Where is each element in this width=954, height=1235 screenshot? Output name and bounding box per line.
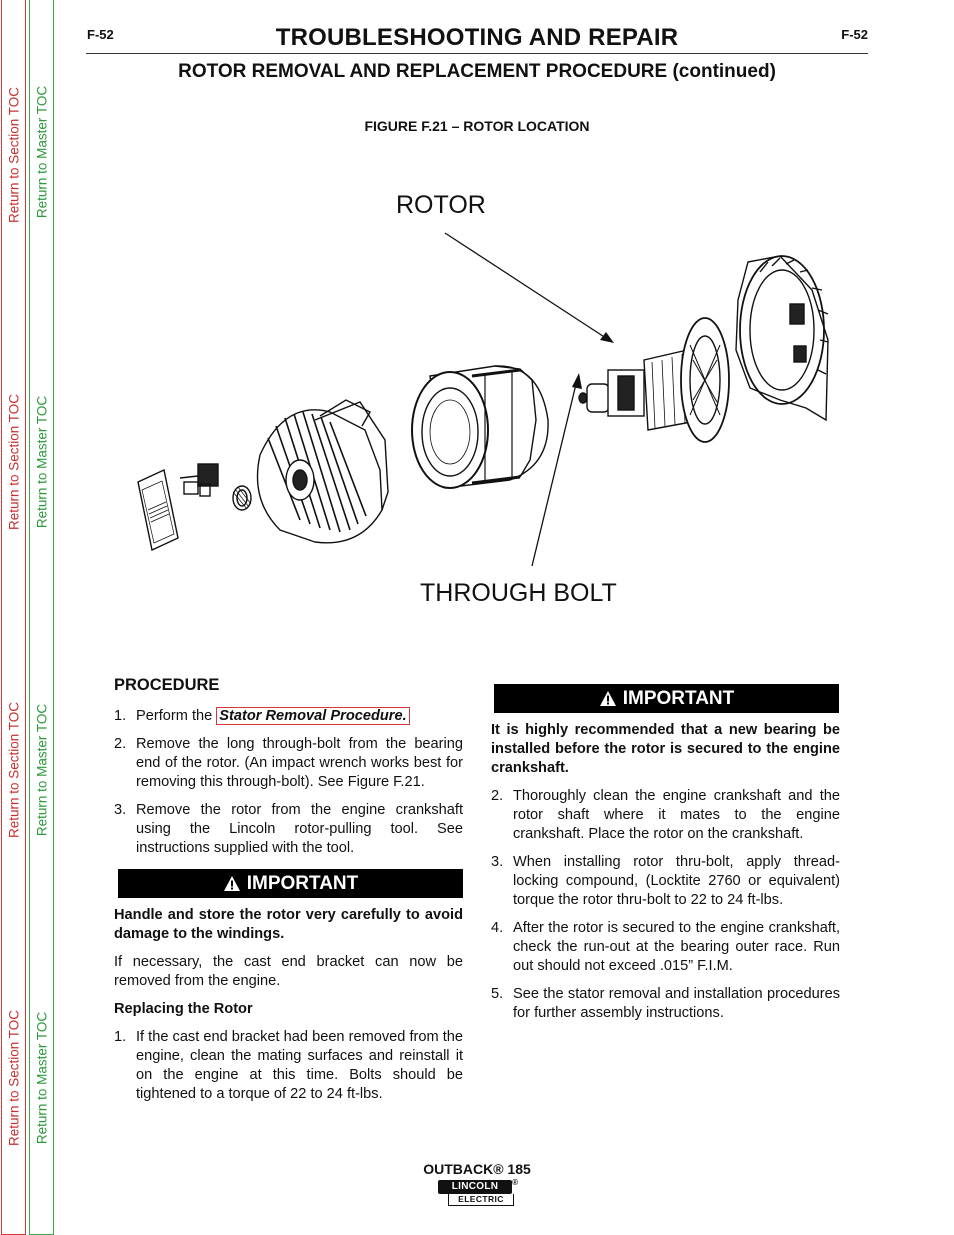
- stator-drawing: [412, 366, 548, 488]
- return-to-section-toc-link[interactable]: Return to Section TOC: [6, 393, 21, 531]
- master-toc-sidebar: [29, 0, 54, 1235]
- install-step-2-text: Thoroughly clean the engine crankshaft and the rotor shaft where it mates to the engine crankshaft. Place the rotor on the crankshaft.: [513, 788, 840, 842]
- figure-caption: FIGURE F.21 – ROTOR LOCATION: [364, 118, 590, 134]
- install-step-2: 2. Thoroughly clean the engine crankshaft and the rotor shaft where it mates to the engine crankshaft. Place the rotor on the crankshaft.: [491, 788, 840, 842]
- page-number-left: F-52: [87, 27, 114, 42]
- install-step-4-text: After the rotor is secured to the engine crankshaft, check the run-out at the bearing outer race. Run out should not exceed .015” F.I.M.: [513, 920, 840, 974]
- cover-plate-drawing: [138, 470, 178, 550]
- return-to-master-toc-link[interactable]: Return to Master TOC: [34, 85, 49, 219]
- return-to-master-toc-link[interactable]: Return to Master TOC: [34, 395, 49, 529]
- install-step-3-text: When installing rotor thru-bolt, apply thread-locking compound, (Locktite 2760 or equivalent) torque the rotor thru-bolt to 22 to 24 ft-lbs.: [513, 854, 840, 908]
- replacing-steps: [114, 1028, 463, 1104]
- return-to-master-toc-link[interactable]: Return to Master TOC: [34, 1011, 49, 1145]
- section-toc-sidebar: [1, 0, 26, 1235]
- important-label-left: IMPORTANT: [246, 873, 359, 894]
- return-to-master-toc-link[interactable]: Return to Master TOC: [34, 703, 49, 837]
- important-label-right: IMPORTANT: [622, 688, 735, 709]
- page-number-right: F-52: [841, 27, 868, 42]
- return-to-section-toc-link[interactable]: Return to Section TOC: [6, 1009, 21, 1147]
- brush-holder-drawing: [180, 464, 218, 496]
- lincoln-electric-logo: [438, 1178, 518, 1208]
- return-to-section-toc-link[interactable]: Return to Section TOC: [6, 701, 21, 839]
- install-step-5-text: See the stator removal and installation procedures for further assembly instructions.: [513, 986, 840, 1021]
- important-banner-right: [494, 684, 839, 713]
- step-1-text: Perform the: [136, 708, 217, 724]
- engine-adapter-drawing: [736, 256, 828, 420]
- warning-triangle-icon: [223, 875, 241, 892]
- bearing-ring-drawing: [233, 486, 251, 510]
- step-2-text: Remove the long through-bolt from the bearing end of the rotor. (An impact wrench works best for removing this through-bolt). See Figure F.21.: [136, 736, 463, 790]
- important-banner-left: [118, 869, 463, 898]
- procedure-steps: [114, 707, 463, 858]
- handle-rotor-warning: Handle and store the rotor very carefully to avoid damage to the windings.: [114, 907, 463, 942]
- step-3-text: Remove the rotor from the engine crankshaft using the Lincoln rotor-pulling tool. See instructions supplied with the tool.: [136, 802, 463, 856]
- rotor-assembly-drawing: [579, 318, 729, 442]
- logo-electric-text: ELECTRIC: [448, 1194, 514, 1206]
- warning-triangle-icon: [599, 690, 617, 707]
- end-bracket-drawing: [258, 400, 389, 543]
- rotor-location-figure: [100, 180, 860, 630]
- install-step-3: 3. When installing rotor thru-bolt, apply thread-locking compound, (Locktite 2760 or equivalent) torque the rotor thru-bolt to 22 to 24 ft-lbs.: [491, 854, 840, 908]
- procedure-step-1: 1. Perform the Stator Removal Procedure.: [114, 707, 463, 726]
- logo-lincoln-text: LINCOLN: [438, 1180, 512, 1194]
- stator-removal-procedure-link[interactable]: Stator Removal Procedure.: [216, 707, 409, 725]
- replace-step-1: 1. If the cast end bracket had been removed from the engine, clean the mating surfaces and reinstall it on the engine at this time. Bolts should be tightened to a torque of 22 to 24 ft-lbs.: [114, 1029, 463, 1102]
- page-title: TROUBLESHOOTING AND REPAIR: [275, 24, 679, 51]
- rotor-leader-line: [445, 233, 612, 342]
- install-step-5: 5. See the stator removal and installation procedures for further assembly instructions.: [491, 986, 840, 1021]
- replacing-rotor-heading: Replacing the Rotor: [114, 1001, 253, 1017]
- exploded-assembly-drawing: [100, 180, 860, 630]
- procedure-step-2: 2. Remove the long through-bolt from the bearing end of the rotor. (An impact wrench works best for removing this through-bolt). See Figure F.21.: [114, 736, 463, 790]
- installation-steps: [491, 787, 840, 1023]
- new-bearing-recommendation: It is highly recommended that a new bearing be installed before the rotor is secured to the engine crankshaft.: [491, 722, 840, 776]
- install-step-4: 4. After the rotor is secured to the engine crankshaft, check the run-out at the bearing outer race. Run out should not exceed .015” F.I.M.: [491, 920, 840, 974]
- end-bracket-note: If necessary, the cast end bracket can now be removed from the engine.: [114, 954, 463, 989]
- procedure-step-3: 3. Remove the rotor from the engine crankshaft using the Lincoln rotor-pulling tool. See instructions supplied with the tool.: [114, 802, 463, 856]
- rotor-callout-label: ROTOR: [396, 191, 486, 219]
- procedure-column: [114, 676, 463, 1113]
- procedure-heading: PROCEDURE: [114, 676, 220, 694]
- model-footer: OUTBACK® 185: [423, 1161, 531, 1177]
- through-bolt-callout-label: THROUGH BOLT: [420, 579, 617, 607]
- title-divider: [86, 53, 868, 54]
- logo-registered-mark: ®: [512, 1178, 518, 1187]
- section-subtitle: ROTOR REMOVAL AND REPLACEMENT PROCEDURE (continued): [178, 61, 776, 82]
- replace-step-1-text: If the cast end bracket had been removed from the engine, clean the mating surfaces and reinstall it on the engine at this time. Bolts should be tightened to a torque of 22 to 24 ft-lbs.: [136, 1029, 463, 1102]
- right-column: [491, 684, 840, 1032]
- return-to-section-toc-link[interactable]: Return to Section TOC: [6, 86, 21, 224]
